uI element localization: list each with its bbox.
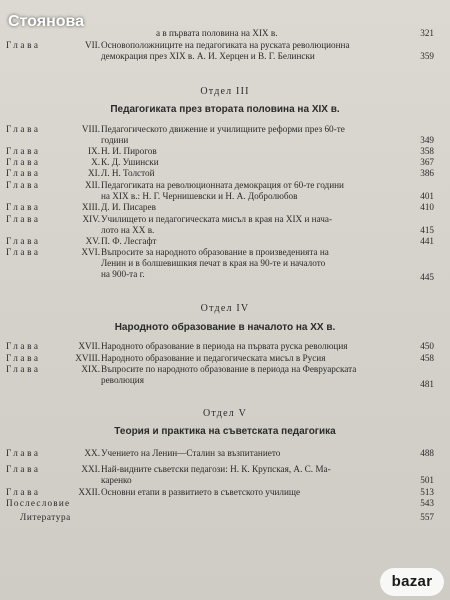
- toc-chapter-number: VII.: [84, 40, 100, 50]
- toc-chapter-number: XXII.: [78, 487, 100, 497]
- toc-text: Литература: [20, 512, 71, 522]
- toc-text: години: [101, 135, 129, 145]
- toc-chapter-number: IX.: [88, 146, 100, 156]
- toc-chapter-word: Глава: [6, 202, 41, 212]
- toc-chapter-number: XII.: [84, 180, 100, 190]
- toc-chapter-number: VIII.: [81, 124, 100, 134]
- toc-page: 543: [420, 498, 434, 508]
- toc-page: 445: [420, 272, 434, 282]
- toc-chapter-word: Глава: [6, 214, 41, 224]
- toc-text: демокрация през XIX в. А. И. Херцен и В. Г. Белински: [101, 51, 315, 61]
- toc-page: 401: [420, 191, 434, 201]
- toc-chapter-number: XIV.: [82, 214, 100, 224]
- toc-chapter-word: Глава: [6, 40, 41, 50]
- toc-text: Педагогическото движение и училищните реформи през 60-те: [101, 124, 345, 134]
- toc-page: 513: [420, 487, 434, 497]
- toc-text: Най-видните съветски педагози: Н. К. Крупская, А. С. Ма-: [101, 464, 331, 474]
- toc-chapter-number: XVII.: [78, 341, 100, 351]
- toc-chapter-word: Глава: [6, 364, 41, 374]
- toc-chapter-word: Глава: [6, 124, 41, 134]
- section-title: Теория и практика на съветската педагогика: [114, 426, 336, 437]
- toc-chapter-number: XI.: [88, 168, 100, 178]
- toc-chapter-number: XIII.: [81, 202, 100, 212]
- toc-text: на 900-та г.: [101, 269, 145, 279]
- toc-page: 481: [420, 379, 434, 389]
- toc-text: Л. Н. Толстой: [101, 168, 155, 178]
- toc-chapter-number: X.: [91, 157, 100, 167]
- toc-chapter-word: Глава: [6, 353, 41, 363]
- toc-chapter-word: Глава: [6, 341, 41, 351]
- toc-text: Народното образование и педагогическата мисъл в Русия: [101, 353, 326, 363]
- toc-chapter-word: Глава: [6, 157, 41, 167]
- toc-chapter-number: XV.: [85, 236, 100, 246]
- toc-page: 557: [420, 512, 434, 522]
- section-title: Педагогиката през втората половина на XIX в.: [110, 104, 340, 115]
- toc-text: на XIX в.: Н. Г. Чернишевски и Н. А. Добролюбов: [101, 191, 298, 201]
- toc-chapter-word: Глава: [6, 146, 41, 156]
- toc-chapter-word: Глава: [6, 448, 41, 458]
- toc-chapter-number: XVI.: [81, 247, 100, 257]
- toc-text: Д. И. Писарев: [101, 202, 156, 212]
- toc-text: Въпросите за народното образование в произведенията на: [101, 247, 329, 257]
- section-title: Народното образование в началото на XX в.: [114, 322, 336, 333]
- toc-page: 488: [420, 448, 434, 458]
- toc-chapter-word: Глава: [6, 168, 41, 178]
- section-label: Отдел V: [202, 408, 248, 419]
- toc-text: Училището и педагогическата мисъл в края на XIX и нача-: [101, 214, 333, 224]
- toc-chapter-number: XXI.: [81, 464, 100, 474]
- toc-text: Основни етапи в развитието в съветското училище: [101, 487, 301, 497]
- toc-text: Въпросите по народното образование в периода на Февруарската: [101, 364, 357, 374]
- toc-chapter-word: Глава: [6, 464, 41, 474]
- watermark: Стоянова: [8, 13, 85, 30]
- toc-text: Н. И. Пирогов: [101, 146, 157, 156]
- toc-text: К. Д. Ушински: [101, 157, 159, 167]
- toc-chapter-number: XIX.: [81, 364, 100, 374]
- toc-page: 367: [420, 157, 434, 167]
- toc-page: 386: [420, 168, 434, 178]
- toc-text: Основоположниците на педагогиката на руската революционна: [101, 40, 350, 50]
- toc-text: лото на XX в.: [101, 225, 155, 235]
- toc-page: 458: [420, 353, 434, 363]
- toc-text: Послесловие: [6, 498, 71, 508]
- section-label: Отдел IV: [200, 303, 250, 314]
- toc-chapter-word: Глава: [6, 247, 41, 257]
- toc-text: каренко: [101, 475, 132, 485]
- toc-text: Педагогиката на революционната демокрация от 60-те години: [101, 180, 344, 190]
- toc-text: Народното образование в периода на първата руска революция: [101, 341, 348, 351]
- toc-page: 441: [420, 236, 434, 246]
- toc-chapter-number: XX.: [84, 448, 100, 458]
- toc-page: 450: [420, 341, 434, 351]
- toc-page: 415: [420, 225, 434, 235]
- toc-chapter-number: XVIII.: [75, 353, 100, 363]
- toc-page: 358: [420, 146, 434, 156]
- toc-page: 321: [420, 28, 434, 38]
- toc-page: 349: [420, 135, 434, 145]
- toc-chapter-word: Глава: [6, 487, 41, 497]
- toc-text: Ленин и в болшевишкия печат в края на 90-те и началото: [101, 258, 326, 268]
- toc-page: 410: [420, 202, 434, 212]
- toc-text: П. Ф. Лесгафт: [101, 236, 157, 246]
- toc-text: революция: [101, 375, 144, 385]
- toc-text: а в първата половина на XIX в.: [156, 28, 278, 38]
- section-label: Отдел III: [200, 86, 250, 97]
- bazar-logo: bazar: [380, 568, 444, 596]
- toc-page: 501: [420, 475, 434, 485]
- toc-chapter-word: Глава: [6, 236, 41, 246]
- toc-page: 359: [420, 51, 434, 61]
- toc-chapter-word: Глава: [6, 180, 41, 190]
- toc-text: Учението на Ленин—Сталин за възпитанието: [101, 448, 281, 458]
